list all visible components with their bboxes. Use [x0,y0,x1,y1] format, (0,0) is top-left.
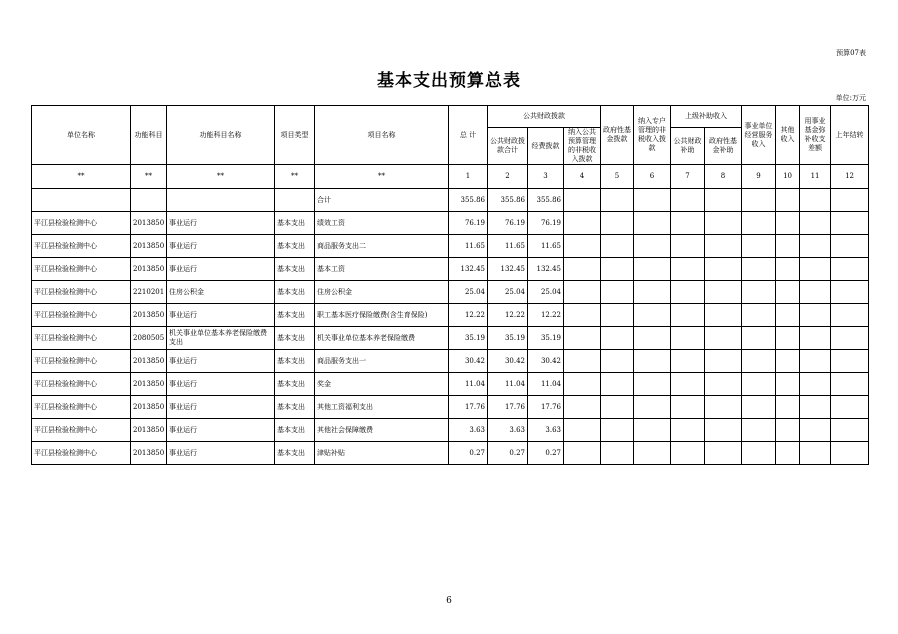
empty-cell [564,373,601,396]
item-type-cell: 基本支出 [275,327,315,350]
index-cell: 11 [800,165,831,189]
func-code-cell: 2013850 [131,235,167,258]
empty-cell [601,304,634,327]
empty-cell [634,419,671,442]
total-cell: 25.04 [449,281,488,304]
empty-cell [800,304,831,327]
empty-cell [634,373,671,396]
func-name-cell: 事业运行 [167,350,275,373]
func-name-cell: 住房公积金 [167,281,275,304]
empty-cell [705,304,742,327]
total-cell: 132.45 [449,258,488,281]
item-name-cell: 其他社会保障缴费 [315,419,449,442]
empty-cell [705,419,742,442]
subtotal-cell: 11.65 [488,235,528,258]
item-name-cell: 职工基本医疗保险缴费(含生育保险) [315,304,449,327]
empty-cell [776,327,800,350]
index-cell: 10 [776,165,800,189]
subtotal-cell: 0.27 [488,442,528,465]
header-item-type: 项目类型 [275,106,315,165]
header-special-non-tax: 纳入公共预算管理的非税收入拨款 [564,128,601,165]
empty-cell [634,281,671,304]
table-row [32,304,869,327]
empty-cell [800,396,831,419]
empty-cell [831,373,869,396]
index-row [32,165,869,189]
index-cell: 3 [528,165,564,189]
unit-name-cell: 平江县检验检测中心 [32,396,131,419]
empty-cell [831,419,869,442]
empty-cell [776,373,800,396]
func-code-cell: 2013850 [131,350,167,373]
empty-cell [601,235,634,258]
header-superior-gov-fund: 政府性基金补助 [705,128,742,165]
item-name-cell: 机关事业单位基本养老保险缴费 [315,327,449,350]
empty-cell [705,235,742,258]
func-name-cell: 事业运行 [167,258,275,281]
unit-label: 单位:万元 [835,94,866,102]
func-name-cell: 事业运行 [167,442,275,465]
header-gov-fund: 政府性基金拨款 [601,106,634,165]
empty-cell [742,235,776,258]
index-cell: 9 [742,165,776,189]
total-cell: 35.19 [449,327,488,350]
header-reserve-fund: 用事业基金弥补收支差额 [800,106,831,165]
empty-cell [742,212,776,235]
func-code-cell: 2013850 [131,419,167,442]
empty-cell [601,212,634,235]
operating-cell: 12.22 [528,304,564,327]
empty-cell [671,373,705,396]
empty-cell [634,304,671,327]
empty-cell [671,235,705,258]
empty-cell [564,304,601,327]
empty-cell [831,350,869,373]
subtotal-cell: 35.19 [488,327,528,350]
empty-cell [800,350,831,373]
total-amount: 355.86 [449,189,488,212]
total-cell: 3.63 [449,419,488,442]
header-public-finance-subtotal: 公共财政拨款合计 [488,128,528,165]
table-row [32,327,869,350]
empty-cell [564,258,601,281]
empty-cell [831,281,869,304]
index-cell: 7 [671,165,705,189]
index-cell: ** [131,165,167,189]
empty-cell [776,281,800,304]
empty-cell [776,396,800,419]
header-other-income: 其他收入 [776,106,800,165]
table-row [32,373,869,396]
empty-cell [564,281,601,304]
func-name-cell: 事业运行 [167,212,275,235]
table-row [32,442,869,465]
item-type-cell: 基本支出 [275,212,315,235]
empty-cell [742,396,776,419]
empty-cell [671,327,705,350]
subtotal-cell: 12.22 [488,304,528,327]
empty-cell [776,235,800,258]
empty-cell [705,281,742,304]
table-row [32,212,869,235]
empty-cell [742,442,776,465]
item-name-cell: 绩效工资 [315,212,449,235]
empty-cell [800,327,831,350]
subtotal-cell: 30.42 [488,350,528,373]
empty-cell [831,212,869,235]
item-name-cell: 住房公积金 [315,281,449,304]
operating-cell: 35.19 [528,327,564,350]
empty-cell [800,235,831,258]
item-type-cell: 基本支出 [275,235,315,258]
header-unit-name: 单位名称 [32,106,131,165]
table-row [32,235,869,258]
table-row [32,350,869,373]
empty-cell [831,396,869,419]
index-cell: ** [315,165,449,189]
item-name-cell: 其他工资福利支出 [315,396,449,419]
unit-name-cell: 平江县检验检测中心 [32,327,131,350]
index-cell: 8 [705,165,742,189]
empty-cell [671,396,705,419]
page-number: 6 [446,596,452,606]
empty-cell [601,281,634,304]
unit-name-cell: 平江县检验检测中心 [32,235,131,258]
func-name-cell: 事业运行 [167,235,275,258]
empty-cell [671,442,705,465]
empty-cell [601,327,634,350]
subtotal-cell: 25.04 [488,281,528,304]
empty-cell [705,396,742,419]
unit-name-cell: 平江县检验检测中心 [32,212,131,235]
func-code-cell: 2013850 [131,212,167,235]
func-code-cell: 2013850 [131,373,167,396]
operating-cell: 11.04 [528,373,564,396]
index-cell: ** [32,165,131,189]
empty-cell [601,350,634,373]
header-operating-income: 事业单位经营服务收入 [742,106,776,165]
empty-cell [564,396,601,419]
operating-cell: 76.19 [528,212,564,235]
empty-cell [831,304,869,327]
item-type-cell: 基本支出 [275,419,315,442]
empty-cell [634,396,671,419]
item-type-cell: 基本支出 [275,396,315,419]
header-item-name: 项目名称 [315,106,449,165]
empty-cell [705,442,742,465]
index-cell: 4 [564,165,601,189]
empty-cell [776,419,800,442]
empty-cell [742,258,776,281]
total-operating: 355.86 [528,189,564,212]
empty-cell [742,281,776,304]
func-name-cell: 事业运行 [167,419,275,442]
empty-cell [776,212,800,235]
empty-cell [800,281,831,304]
header-last-year-carryover: 上年结转 [831,106,869,165]
operating-cell: 3.63 [528,419,564,442]
empty-cell [742,327,776,350]
unit-name-cell: 平江县检验检测中心 [32,419,131,442]
table-row [32,281,869,304]
item-name-cell: 奖金 [315,373,449,396]
empty-cell [776,442,800,465]
total-label: 合计 [315,189,449,212]
item-type-cell: 基本支出 [275,304,315,327]
empty-cell [564,442,601,465]
header-special-account-non-tax: 纳入专户管理的非税收入拨款 [634,106,671,165]
empty-cell [742,373,776,396]
empty-cell [601,442,634,465]
empty-cell [776,304,800,327]
func-code-cell: 2013850 [131,396,167,419]
empty-cell [831,235,869,258]
total-cell: 12.22 [449,304,488,327]
empty-cell [601,373,634,396]
empty-cell [776,258,800,281]
empty-cell [671,212,705,235]
empty-cell [831,258,869,281]
item-name-cell: 商品服务支出二 [315,235,449,258]
table-row [32,419,869,442]
empty-cell [800,442,831,465]
func-code-cell: 2013850 [131,258,167,281]
empty-cell [705,373,742,396]
index-cell: ** [275,165,315,189]
subtotal-cell: 11.04 [488,373,528,396]
total-cell: 30.42 [449,350,488,373]
empty-cell [671,281,705,304]
func-code-cell: 2080505 [131,327,167,350]
empty-cell [634,442,671,465]
empty-cell [800,258,831,281]
total-subtotal: 355.86 [488,189,528,212]
func-code-cell: 2013850 [131,442,167,465]
operating-cell: 30.42 [528,350,564,373]
item-name-cell: 基本工资 [315,258,449,281]
empty-cell [705,350,742,373]
empty-cell [800,212,831,235]
subtotal-cell: 76.19 [488,212,528,235]
item-name-cell: 商品服务支出一 [315,350,449,373]
total-row [32,189,869,212]
header-total: 总 计 [449,106,488,165]
empty-cell [776,350,800,373]
total-cell: 17.76 [449,396,488,419]
empty-cell [800,419,831,442]
empty-cell [634,212,671,235]
empty-cell [705,327,742,350]
empty-cell [634,258,671,281]
empty-cell [601,396,634,419]
budget-table [31,105,869,465]
empty-cell [671,304,705,327]
empty-cell [601,419,634,442]
func-code-cell: 2210201 [131,281,167,304]
operating-cell: 25.04 [528,281,564,304]
empty-cell [742,350,776,373]
table-row [32,396,869,419]
unit-name-cell: 平江县检验检测中心 [32,304,131,327]
empty-cell [564,327,601,350]
empty-cell [671,350,705,373]
item-type-cell: 基本支出 [275,258,315,281]
item-type-cell: 基本支出 [275,281,315,304]
index-cell: 1 [449,165,488,189]
empty-cell [634,235,671,258]
subtotal-cell: 3.63 [488,419,528,442]
index-cell: 6 [634,165,671,189]
unit-name-cell: 平江县检验检测中心 [32,281,131,304]
empty-cell [742,304,776,327]
header-func-code: 功能科目 [131,106,167,165]
index-cell: 5 [601,165,634,189]
form-code: 预算07表 [836,49,866,57]
item-name-cell: 津贴补贴 [315,442,449,465]
func-name-cell: 机关事业单位基本养老保险缴费支出 [167,327,275,350]
func-name-cell: 事业运行 [167,373,275,396]
total-cell: 11.65 [449,235,488,258]
empty-cell [564,212,601,235]
total-cell: 0.27 [449,442,488,465]
index-cell: 2 [488,165,528,189]
item-type-cell: 基本支出 [275,442,315,465]
page-title: 基本支出预算总表 [377,71,521,91]
empty-cell [601,258,634,281]
header-func-name: 功能科目名称 [167,106,275,165]
index-cell: ** [167,165,275,189]
empty-cell [705,212,742,235]
empty-cell [564,350,601,373]
header-superior-public-finance: 公共财政补助 [671,128,705,165]
unit-name-cell: 平江县检验检测中心 [32,442,131,465]
header-public-finance: 公共财政拨款 [488,106,601,128]
subtotal-cell: 132.45 [488,258,528,281]
empty-cell [831,442,869,465]
operating-cell: 0.27 [528,442,564,465]
header-operating-funds: 经费拨款 [528,128,564,165]
total-cell: 11.04 [449,373,488,396]
operating-cell: 17.76 [528,396,564,419]
empty-cell [671,258,705,281]
empty-cell [705,258,742,281]
func-name-cell: 事业运行 [167,304,275,327]
unit-name-cell: 平江县检验检测中心 [32,373,131,396]
total-cell: 76.19 [449,212,488,235]
empty-cell [564,235,601,258]
operating-cell: 11.65 [528,235,564,258]
item-type-cell: 基本支出 [275,373,315,396]
index-cell: 12 [831,165,869,189]
func-code-cell: 2013850 [131,304,167,327]
empty-cell [671,419,705,442]
func-name-cell: 事业运行 [167,396,275,419]
unit-name-cell: 平江县检验检测中心 [32,350,131,373]
empty-cell [742,419,776,442]
unit-name-cell: 平江县检验检测中心 [32,258,131,281]
item-type-cell: 基本支出 [275,350,315,373]
operating-cell: 132.45 [528,258,564,281]
empty-cell [634,350,671,373]
empty-cell [564,419,601,442]
header-superior-subsidy: 上级补助收入 [671,106,742,128]
empty-cell [634,327,671,350]
table-row [32,258,869,281]
empty-cell [800,373,831,396]
empty-cell [831,327,869,350]
subtotal-cell: 17.76 [488,396,528,419]
